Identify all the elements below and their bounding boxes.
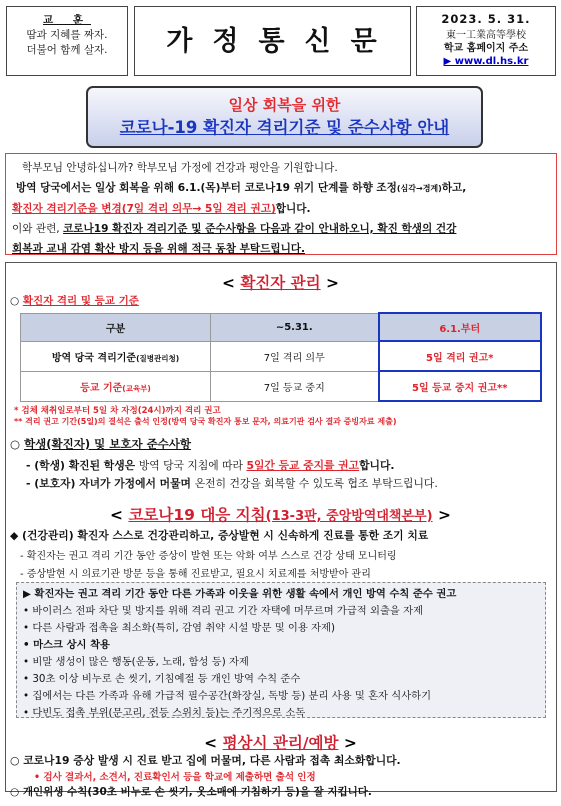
- footnote-1: * 검체 채취일로부터 5일 차 자정(24시)까지 격리 권고: [14, 406, 221, 416]
- greeting-text: 코로나19 확진자 격리기준 및 준수사항을 다음과 같이 안내하오니, 확진 학생의 건강: [63, 223, 457, 235]
- table-header: ~5.31.: [211, 313, 379, 341]
- greeting-text: 이와 관련,: [12, 223, 64, 235]
- item-text: - (학생) 확진된 학생은: [26, 459, 139, 472]
- section-title-isolation: < 확진자 관리 >: [221, 274, 340, 292]
- table-header-row: [21, 313, 542, 341]
- rule-item: • 비말 생성이 많은 행동(운동, 노래, 함성 등) 자제: [23, 656, 249, 668]
- section-title-prevention: < 평상시 관리/예방 >: [204, 734, 357, 752]
- circle-icon: ○: [10, 437, 21, 451]
- prevention-item1: [10, 753, 401, 768]
- table-row: [21, 371, 542, 401]
- section-title-guideline: < 코로나19 대응 지침(13-3판, 중앙방역대책본부) >: [110, 506, 451, 524]
- rule-item: • 다빈도 접촉 부위(문고리, 전등 스위치 등)는 주기적으로 소독: [23, 707, 306, 719]
- table-header: 구분: [21, 313, 211, 341]
- prevention-item2: [10, 784, 372, 799]
- greeting-line1: 학부모님 안녕하십니까? 학부모님 가정에 건강과 평안을 기원합니다.: [22, 162, 338, 174]
- motto-line2: 더불어 함께 살자.: [26, 44, 108, 56]
- table-cell: [21, 371, 211, 401]
- table-cell: 5일 등교 중지 권고**: [379, 371, 542, 401]
- prevention-note: • 검사 결과서, 소견서, 진료확인서 등을 학교에 제출하면 출석 인정: [34, 772, 316, 783]
- item-highlight: 5일간 등교 중지를 권고: [246, 459, 360, 472]
- motto-title: 교 훈: [43, 14, 91, 26]
- item-text: 방역 당국 지침에 따라: [138, 459, 247, 472]
- section-title-text: 확진자 관리: [240, 274, 321, 292]
- table-row: [21, 341, 542, 371]
- greeting-line4: [12, 219, 550, 239]
- table-cell: 5일 격리 권고*: [379, 341, 542, 371]
- guideline-lead: ◆ (건강관리) 확진자 스스로 건강관리하고, 증상발현 시 신속하게 진료를 통한 조기 치료: [10, 529, 429, 542]
- greeting-line2: [12, 178, 550, 199]
- greeting-box: [5, 153, 557, 255]
- table-cell: [21, 341, 211, 371]
- row-label: 방역 당국 격리기준: [51, 352, 137, 364]
- section-title-sub: (13-3판, 중앙방역대책본부): [265, 509, 433, 524]
- issue-date: 2023. 5. 31.: [441, 12, 531, 26]
- table-header: 6.1.부터: [379, 313, 542, 341]
- school-motto: [6, 6, 128, 76]
- subsection-label: 확진자 격리 및 등교 기준: [22, 295, 139, 307]
- rule-item: • 바이러스 전파 차단 및 방지를 위해 격리 권고 기간 자택에 머무르며 가급적 외출을 자제: [23, 605, 424, 617]
- criteria-table: [20, 312, 542, 402]
- school-info: [416, 6, 556, 76]
- table-cell: 7일 등교 중지: [211, 371, 379, 401]
- section-title-text: 평상시 관리/예방: [222, 734, 339, 752]
- greeting-highlight: 확진자 격리기준을 변경(7일 격리 의무→ 5일 격리 권고): [12, 203, 276, 215]
- circle-icon: ○: [10, 295, 20, 307]
- greeting-text: 합니다.: [275, 203, 311, 215]
- subsection-isolation-criteria: [10, 293, 139, 308]
- section-title-text: 코로나19 대응 지침: [128, 506, 266, 524]
- row-label-sub: (교육부): [122, 383, 151, 393]
- guideline-detail1: - 확진자는 권고 격리 기간 동안 증상이 발현 또는 악화 여부 스스로 건강 상태 모니터링: [20, 551, 397, 562]
- table-cell: 7일 격리 의무: [211, 341, 379, 371]
- greeting-line3: [12, 199, 550, 219]
- rules-title: ▶ 확진자는 권고 격리 기간 동안 다른 가족과 이웃을 위한 생활 속에서 개인 방역 수칙 준수 권고: [23, 588, 457, 600]
- banner-title: 코로나-19 확진자 격리기준 및 준수사항 안내: [119, 118, 450, 137]
- homepage-link[interactable]: ▶ www.dl.hs.kr: [443, 56, 529, 67]
- item-text: - (보호자) 자녀가 가정에서 머물며: [26, 477, 195, 490]
- guideline-detail2: - 증상발현 시 의료기관 방문 등을 통해 진료받고, 필요시 치료제를 처방받아 관리: [20, 569, 371, 580]
- footnote-2: ** 격리 권고 기간(5일)의 결석은 출석 인정(방역 당국 확진자 통보 문자, 의료기관 검사 결과 증빙자료 제출): [14, 417, 397, 426]
- greeting-line5: 회복과 교내 감염 확산 방지 등을 위해 적극 동참 부탁드립니다.: [12, 243, 306, 255]
- greeting-text: 하고,: [441, 182, 467, 194]
- row-label: 등교 기준: [80, 382, 123, 394]
- item-text: 코로나19 증상 발생 시 진료 받고 집에 머물며, 다른 사람과 접촉 최소화합니다.: [23, 754, 401, 767]
- rule-item: • 마스크 상시 착용: [23, 639, 110, 651]
- motto-line1: 땀과 지혜를 짜자.: [26, 29, 108, 41]
- subsection-compliance: [10, 436, 191, 452]
- isolation-rules-box: [16, 582, 546, 718]
- item-text: 개인위생 수칙(30초 비누로 손 씻기, 옷소매에 기침하기 등)을 잘 지킵니다.: [22, 786, 372, 798]
- title-banner: [86, 86, 483, 148]
- compliance-student: [26, 458, 395, 473]
- homepage-label: 학교 홈페이지 주소: [443, 43, 529, 54]
- rule-item: • 30초 이상 비누로 손 씻기, 기침예절 등 개인 방역 수칙 준수: [23, 673, 301, 685]
- school-name: 東一工業高等學校: [446, 30, 526, 41]
- row-label-sub: (질병관리청): [136, 353, 180, 363]
- item-text: 합니다.: [359, 459, 395, 472]
- banner-subtitle: 일상 회복을 위한: [228, 96, 341, 114]
- item-text: 온전히 건강을 회복할 수 있도록 협조 부탁드립니다.: [194, 477, 438, 490]
- greeting-text: 방역 당국에서는 일상 회복을 위해 6.1.(목)부터 코로나19 위기 단계를 하향 조정: [16, 182, 397, 194]
- greeting-text: (심각→경계): [396, 184, 442, 193]
- compliance-guardian: [26, 476, 438, 491]
- subsection-label: 학생(확진자) 및 보호자 준수사항: [24, 437, 192, 451]
- circle-icon: ○: [10, 786, 20, 798]
- rule-item: • 다른 사람과 접촉을 최소화(특히, 감염 취약 시설 방문 및 이용 자제): [23, 622, 335, 634]
- rule-item: • 집에서는 다른 가족과 유해 가급적 필수공간(화장실, 독방 등) 분리 사용 및 혼자 식사하기: [23, 690, 432, 702]
- circle-icon: ○: [10, 754, 20, 767]
- document-title: 가정통신문: [134, 6, 411, 76]
